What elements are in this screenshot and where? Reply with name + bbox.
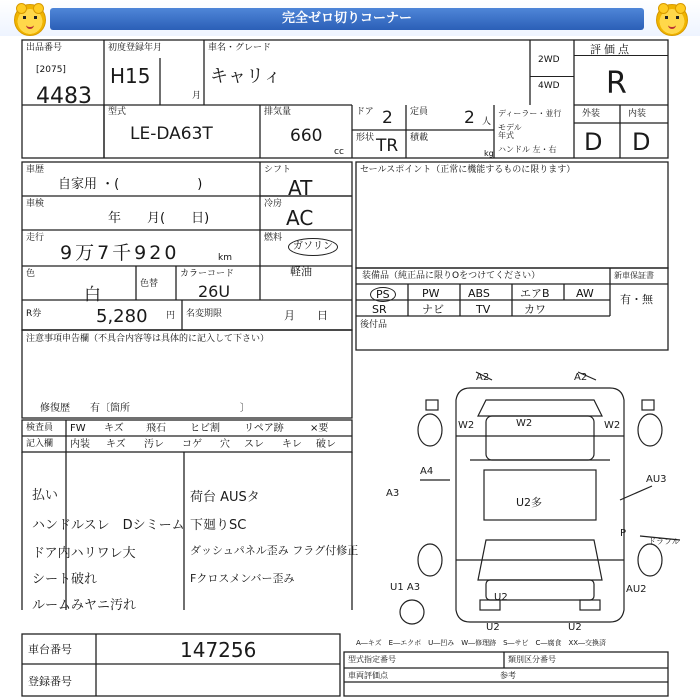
diagram-mark-10: P (620, 528, 627, 539)
entry-label: 記入欄 (26, 439, 54, 449)
history-label: 車歴 (26, 165, 45, 175)
interior-score: D (632, 128, 651, 156)
lot-number: 4483 (36, 84, 92, 109)
displacement-label: 排気量 (264, 107, 292, 117)
capacity-label: 定員 (410, 107, 429, 117)
chassis-number: 147256 (180, 638, 257, 662)
month-unit: 月 (192, 91, 202, 101)
repair-history: 修復歴 有〔箇所 〕 (40, 403, 250, 414)
inspector-label: 検査員 (26, 423, 54, 433)
inspector-note-left-2: ハンドルスレ Dシミーム (32, 518, 185, 533)
displacement-unit: cc (334, 147, 344, 157)
diagram-mark-2: A2 (574, 372, 588, 383)
inspector-row1-scratch: キズ (104, 423, 124, 434)
inspector-row1-crack: ヒビ割 (190, 423, 220, 434)
diagram-mark-1: A2 (476, 372, 490, 383)
equipment-abs: ABS (468, 287, 490, 300)
diagram-legend: A―キズ E―エクボ U―凹み W―修理跡 S―サビ C―腐食 XX―交換済 (356, 639, 607, 647)
category-label: 類別区分番号 (508, 655, 556, 664)
inspection-value: 年 月( 日) (108, 211, 210, 226)
color-code-value: 26U (198, 282, 231, 301)
plate-number-label: 登録番号 (28, 675, 72, 688)
inspector-row2-hole: 穴 (220, 439, 230, 450)
recycle-unit: 円 (166, 311, 176, 321)
diagram-mark-4: W2 (516, 418, 533, 429)
chassis-number-label: 車台番号 (28, 643, 72, 656)
diagram-mark-8: U2多 (516, 496, 543, 509)
shift-value: AT (288, 176, 313, 200)
inspector-row2-stain: 汚レ (144, 439, 164, 450)
equipment-navi: ナビ (422, 303, 444, 316)
inspector-note-right-4: Fクロスメンバー歪み (190, 572, 295, 585)
load-unit: kg (484, 149, 494, 158)
capacity-value: 2 (464, 108, 475, 128)
equipment-ps: PS (370, 287, 396, 302)
inspector-row1-repair: リペア跡 (244, 423, 284, 434)
ac-label: 冷房 (264, 199, 283, 209)
page-title: 完全ゼロ切りコーナー (50, 8, 644, 30)
inspection-label: 車検 (26, 199, 45, 209)
inspector-row2-interior: 内装 (70, 439, 90, 450)
sales-point-label: セールスポイント（正常に機能するものに限ります） (360, 165, 576, 175)
name-change-label: 名変期限 (186, 309, 223, 319)
mascot-left-icon (14, 4, 46, 36)
aftermarket-label: 後付品 (360, 320, 388, 330)
designation-label: 型式指定番号 (348, 655, 396, 664)
equipment-sr: SR (372, 303, 387, 316)
color-code-label: カラーコード (180, 269, 235, 279)
handle-label: ハンドル 左・右 (498, 145, 557, 154)
diagram-mark-16: U2 (568, 622, 582, 633)
lot-number-label: 出品番号 (26, 43, 63, 53)
exterior-score: D (584, 128, 603, 156)
fuel-label: 燃料 (264, 233, 283, 243)
mileage-label: 走行 (26, 233, 45, 243)
inspector-row2-rip: 破レ (316, 439, 336, 450)
history-value: 自家用 ・( ) (58, 177, 203, 192)
diagram-mark-12: U1 A3 (390, 582, 421, 593)
type-label: 型式 (108, 107, 127, 117)
inspector-row2-rub: スレ (244, 439, 264, 450)
inspector-note-right-1: 荷台 AUSタ (190, 490, 260, 505)
mascot-right-icon (656, 4, 688, 36)
inspector-note-right-3: ダッシュパネル歪み フラグ付修正 (190, 544, 359, 557)
evaluation-score: R (606, 66, 627, 101)
diagram-mark-6: A4 (420, 466, 434, 477)
shape-value: TR (376, 136, 399, 156)
equipment-leather: カワ (524, 303, 546, 316)
model-name-label: 車名・グレード (208, 43, 272, 53)
equipment-tv: TV (476, 303, 491, 316)
equipment-label: 装備品（純正品に限りOをつけてください） (362, 271, 541, 281)
color-value: 白 (84, 285, 101, 305)
name-change-value: 月 日 (284, 309, 328, 322)
inspector-note-right-2: 下廻りSC (190, 518, 247, 533)
inspector-note-left-4: シート破れ (32, 572, 98, 587)
interior-label: 内装 (628, 109, 647, 119)
equipment-pw: PW (422, 287, 440, 300)
load-label: 積載 (410, 133, 429, 143)
color-label: 色 (26, 269, 36, 279)
evaluation-divider (574, 55, 668, 56)
inspector-row2-burn: コゲ (182, 439, 202, 450)
recycle-value: 5,280 (96, 306, 148, 327)
doors-label: ドア (356, 107, 374, 117)
equipment-aw: AW (576, 287, 594, 300)
fuel-gasoline: ガソリン (288, 238, 338, 256)
diagram-mark-11: ドラフル (648, 537, 680, 546)
inspector-row1-fw: FW (70, 423, 86, 434)
diagram-mark-5: W2 (604, 420, 621, 431)
capacity-unit: 人 (482, 117, 492, 127)
mileage-unit: km (218, 253, 232, 263)
warranty-value: 有・無 (620, 293, 653, 306)
drive-4wd: 4WD (538, 81, 560, 91)
type-value: LE-DA63T (130, 124, 213, 144)
warranty-label: 新車保証書 (614, 271, 654, 280)
dealer-label: ディーラー・並行 (498, 109, 562, 118)
model-year-label: モデル 年式 (498, 123, 522, 140)
model-name: キャリィ (210, 66, 282, 87)
shift-label: シフト (264, 165, 292, 175)
drive-2wd: 2WD (538, 55, 560, 65)
doors-value: 2 (382, 108, 393, 128)
ac-value: AC (286, 206, 314, 230)
color-change-label: 色替 (140, 279, 159, 289)
diagram-mark-3: W2 (458, 420, 475, 431)
inspector-row1-chip: 飛石 (146, 423, 166, 434)
mileage-value: 9万7千920 (60, 242, 180, 264)
diagram-mark-13: U2 (494, 592, 508, 603)
displacement-value: 660 (290, 126, 323, 146)
diagram-mark-9: AU3 (646, 474, 667, 485)
first-registration-year: H15 (110, 64, 151, 88)
tax-value: 参考 (500, 671, 516, 680)
diagram-mark-14: AU2 (626, 584, 647, 595)
exterior-label: 外装 (582, 109, 601, 119)
inspector-note-left-5: ルームみヤニ汚れ (32, 598, 137, 613)
first-registration-label: 初度登録年月 (108, 43, 163, 53)
notes-label: 注意事項申告欄（不具合内容等は具体的に記入して下さい） (26, 334, 270, 344)
tax-label: 車両評価点 (348, 671, 388, 680)
diagram-mark-15: U2 (486, 622, 500, 633)
recycle-label: R券 (26, 309, 42, 319)
fuel-diesel: 軽油 (290, 265, 312, 278)
inspector-row1-needs: ×要 (310, 423, 329, 434)
diagram-mark-7: A3 (386, 488, 400, 499)
inspector-note-left-1: 払い (32, 488, 59, 503)
lot-sub-number: [2075] (36, 65, 66, 75)
inspector-note-left-3: ドア内ハリワレ大 (32, 546, 136, 561)
evaluation-label: 評価点 (590, 43, 632, 56)
drive-divider (530, 76, 574, 77)
inspector-row2-scratch: キズ (106, 439, 126, 450)
inspector-row2-tear: キレ (282, 439, 302, 450)
shape-label: 形状 (356, 133, 375, 143)
equipment-airbag: エアB (520, 287, 550, 300)
